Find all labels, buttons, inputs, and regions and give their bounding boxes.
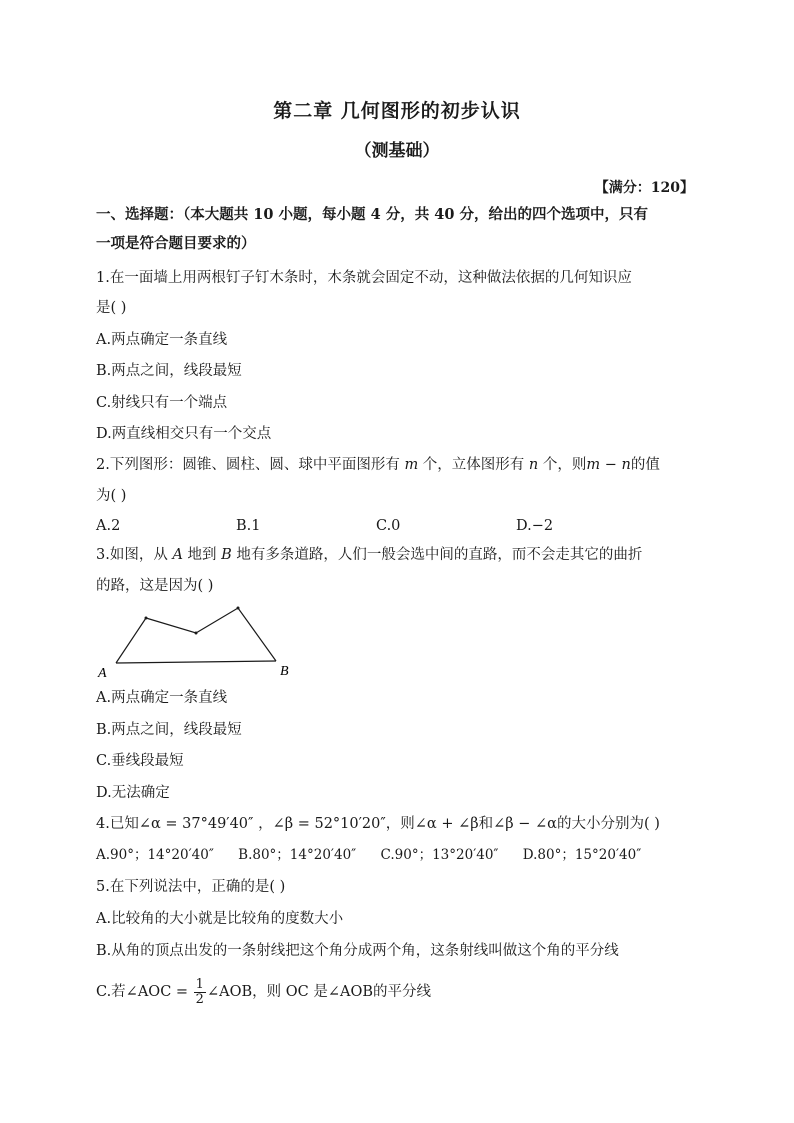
section-heading-cont: 一项是符合题目要求的） — [96, 235, 256, 252]
q2-stem-part: 的值 — [630, 457, 660, 473]
q2-option-c: C.0 — [376, 518, 401, 534]
fraction-one-half — [194, 978, 206, 1007]
q2-option-b: B.1 — [236, 518, 261, 534]
q3-stem-cont: 的路，这是因为( ) — [96, 578, 214, 594]
q2-stem-cont: 为( ) — [96, 488, 127, 504]
q3-road-figure — [96, 600, 306, 680]
q1-option-a: A.两点确定一条直线 — [96, 332, 228, 348]
q3-stem — [96, 545, 706, 565]
q2-stem — [96, 455, 706, 475]
page-title: 第二章 几何图形的初步认识 — [273, 100, 521, 122]
q4-option-b: B.80°；14°20′40″ — [238, 847, 357, 863]
fraction-numerator: 1 — [195, 976, 204, 992]
q1-stem: 1.在一面墙上用两根钉子钉木条时，木条就会固定不动，这种做法依据的几何知识应 — [96, 270, 632, 286]
section-heading: 一、选择题：（本大题共 10 小题，每小题 4 分，共 40 分，给出的四个选项中，只有 — [96, 206, 648, 223]
q2-stem-part: 2.下列图形：圆锥、圆柱、圆、球中平面图形有 — [96, 457, 405, 473]
full-score-label: 【满分：120】 — [594, 180, 694, 196]
q2-options — [96, 516, 706, 536]
q2-option-a: A.2 — [96, 518, 121, 534]
q3-stem-part: 地有多条道路，人们一般会选中间的直路，而不会走其它的曲折 — [231, 547, 643, 563]
vertex-dot — [237, 607, 240, 610]
q4-stem: 4.已知∠α = 37°49′40″ ，∠β = 52°10′20″，则∠α + ∠β和∠β − ∠α的大小分别为( ) — [96, 816, 660, 832]
q1-option-d: D.两直线相交只有一个交点 — [96, 426, 272, 442]
figure-label-b: B — [280, 664, 289, 679]
vertex-dot — [145, 617, 148, 620]
q3-stem-part: 3.如图，从 — [96, 547, 173, 563]
q3-option-b: B.两点之间，线段最短 — [96, 722, 242, 738]
q5-c-part: 的平分线 — [372, 984, 431, 1000]
q4-options — [96, 845, 706, 865]
vertex-dot — [195, 632, 198, 635]
winding-road — [116, 608, 276, 663]
q3-option-d: D.无法确定 — [96, 785, 170, 801]
q4-option-c: C.90°；13°20′40″ — [380, 847, 499, 863]
q2-expression: m − n — [586, 457, 631, 473]
straight-road — [116, 661, 276, 663]
q5-c-part: ∠AOB，则 OC 是∠AOB — [206, 984, 373, 1000]
q3-option-a: A.两点确定一条直线 — [96, 690, 228, 706]
q1-option-c: C.射线只有一个端点 — [96, 395, 228, 411]
q3-stem-part: 地到 — [182, 547, 222, 563]
page-subtitle: （测基础） — [354, 141, 440, 161]
var-n: n — [528, 457, 539, 473]
figure-label-a: A — [98, 666, 107, 680]
q2-stem-part: 个，则 — [538, 457, 587, 473]
q5-stem: 5.在下列说法中，正确的是( ) — [96, 879, 286, 895]
q1-stem-cont: 是( ) — [96, 300, 127, 316]
fraction-denominator: 2 — [195, 991, 204, 1007]
q3-option-c: C.垂线段最短 — [96, 753, 184, 769]
var-m: m — [404, 457, 419, 473]
q5-option-c — [96, 975, 706, 1009]
q4-option-a: A.90°；14°20′40″ — [96, 847, 214, 863]
q5-option-a: A.比较角的大小就是比较角的度数大小 — [96, 911, 344, 927]
q5-option-b: B.从角的顶点出发的一条射线把这个角分成两个角，这条射线叫做这个角的平分线 — [96, 943, 619, 959]
q2-stem-part: 个，立体图形有 — [418, 457, 529, 473]
q4-option-d: D.80°；15°20′40″ — [522, 847, 642, 863]
q2-option-d: D.−2 — [516, 518, 554, 534]
q5-c-part: C.若∠AOC = — [96, 984, 193, 1000]
q1-option-b: B.两点之间，线段最短 — [96, 363, 242, 379]
point-b: B — [221, 547, 232, 563]
point-a: A — [172, 547, 183, 563]
